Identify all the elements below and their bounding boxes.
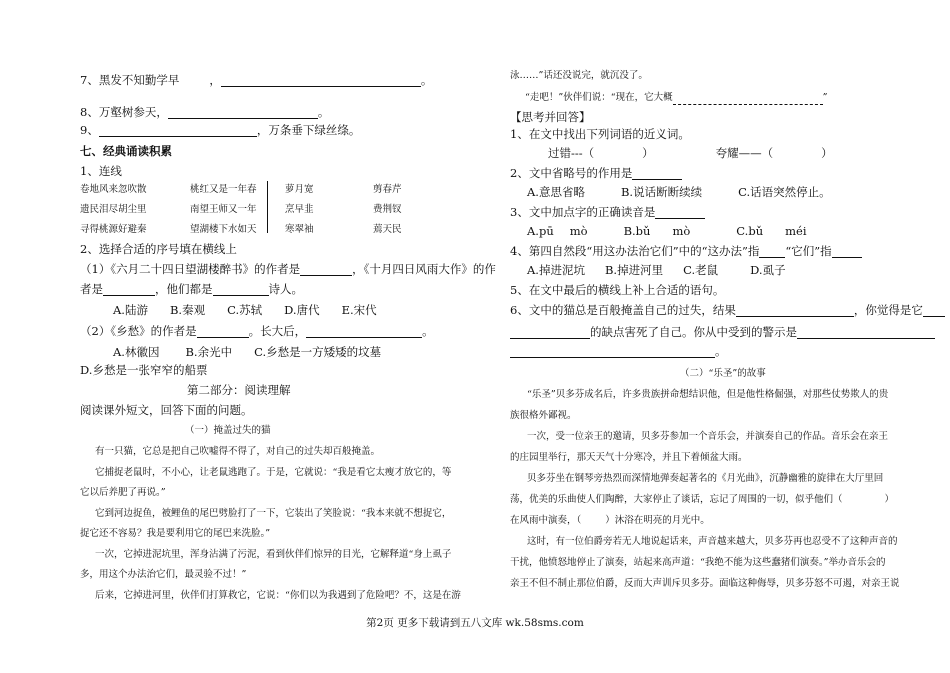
answer-blank[interactable] bbox=[306, 325, 422, 338]
story-1-title: （一）掩盖过失的猫 bbox=[185, 425, 271, 436]
answer-blank[interactable] bbox=[168, 106, 318, 119]
story-1-line: 有一只猫，它总是把自己吹嘘得不得了，对自己的过失却百般掩盖。 bbox=[95, 446, 381, 457]
choose-title: 2、选择合适的序号填在横线上 bbox=[80, 242, 237, 256]
question-r6-end: 。 bbox=[510, 344, 727, 358]
story-1-line: 一次，它掉进泥坑里，浑身沾满了污泥，看到伙伴们惊异的目光，它解释道“身上虱子 bbox=[95, 549, 452, 560]
poem-column-b bbox=[190, 183, 257, 236]
page-footer: 第2页 更多下载请到五八文库 wk.58sms.com bbox=[366, 617, 584, 629]
poem-line[interactable]: 遗民泪尽胡尘里 bbox=[80, 204, 147, 215]
r2-options: A.意思省略 B.说话断断续续 C.话语突然停止。 bbox=[527, 185, 831, 199]
reading-intro: 阅读课外短文，回答下面的问题。 bbox=[80, 403, 253, 417]
story-1-line: 它以后养肥了再说。” bbox=[80, 487, 166, 498]
question-r3: 3、文中加点字的正确读音是 bbox=[510, 205, 705, 219]
poem-line[interactable]: 寻得桃源好避秦 bbox=[80, 224, 147, 235]
poem-line[interactable]: 烹早韭 bbox=[285, 204, 314, 215]
question-2-1-cont: 者是 ，他们都是 诗人。 bbox=[80, 282, 303, 296]
poem-line[interactable]: 桃红又是一年春 bbox=[190, 184, 257, 195]
r4-options: A.掉进泥坑 B.掉进河里 C.老鼠 D.虱子 bbox=[527, 263, 786, 277]
story-2-line: 的庄园里举行，那天天气十分寒冷，并且下着倾盆大雨。 bbox=[510, 452, 748, 463]
question-r1: 1、在文中找出下列词语的近义词。 bbox=[510, 127, 690, 141]
answer-blank[interactable] bbox=[759, 245, 785, 258]
question-7: 7、黑发不知勤学早 ， 。 bbox=[80, 73, 433, 87]
options-1: A.陆游 B.秦观 C.苏轼 D.唐代 E.宋代 bbox=[113, 303, 377, 317]
part-2-heading: 第二部分：阅读理解 bbox=[187, 383, 291, 397]
question-2-1: （1）《六月二十四日望湖楼醉书》的作者是 ，《十月四日风雨大作》的作 bbox=[80, 262, 496, 276]
story-1-line: 它捕捉老鼠时，不小心，让老鼠逃跑了。于是，它就说：“我是看它太瘦才放它的，等 bbox=[95, 467, 452, 478]
question-2-2: （2）《乡愁》的作者是 。长大后， 。 bbox=[80, 324, 434, 338]
story-1-line: 多，用这个办法治它们，最灵验不过！” bbox=[80, 569, 247, 580]
question-r2: 2、文中省略号的作用是 bbox=[510, 166, 682, 180]
question-r6-cont: 的缺点害死了自己。你从中受到的警示是 bbox=[510, 325, 935, 339]
story-2-line: “乐圣”贝多芬成名后，许多贵族拼命想结识他，但是他性格倔强，对那些仗势欺人的贵 bbox=[527, 389, 889, 400]
poem-column-a bbox=[80, 183, 147, 236]
divider bbox=[267, 181, 268, 233]
story-2-line: 这时，有一位伯爵旁若无人地说起话来，声音越来越大，贝多芬再也忍受不了这种声音的 bbox=[527, 536, 898, 547]
story-2-line: 族很格外鄙视。 bbox=[510, 410, 577, 421]
story-1-end-line: “走吧！”伙伴们说：“现在，它大概 ” bbox=[525, 92, 828, 103]
question-8: 8、万壑树参天， 。 bbox=[80, 105, 330, 119]
poem-column-d bbox=[373, 183, 402, 236]
poem-column-c bbox=[285, 183, 314, 236]
think-heading: 【思考并回答】 bbox=[510, 110, 591, 124]
option-d: D.乡愁是一张窄窄的船票 bbox=[80, 363, 208, 377]
story-2-line: 荡，优美的乐曲使人们陶醉，大家停止了谈话，忘记了周围的一切，似乎他们（ ） bbox=[510, 494, 895, 505]
story-2-line: 干扰，他愤怒地停止了演奏，站起来高声道：“我绝不能为这些蠢猪们演奏。”举办音乐会的 bbox=[510, 557, 886, 568]
question-r5: 5、在文中最后的横线上补上合适的语句。 bbox=[510, 283, 725, 297]
answer-blank[interactable] bbox=[797, 326, 935, 339]
question-r6: 6、文中的猫总是百般掩盖自己的过失，结果 ，你觉得是它 bbox=[510, 303, 945, 317]
answer-blank[interactable] bbox=[510, 345, 715, 358]
answer-blank[interactable] bbox=[655, 206, 705, 219]
answer-blank[interactable] bbox=[736, 304, 854, 317]
answer-blank[interactable] bbox=[510, 326, 590, 339]
poem-line[interactable]: 剪春芹 bbox=[373, 184, 402, 195]
story-2-line: 亲王不但不制止那位伯爵，反而大声训斥贝多芬。面临这种侮辱，贝多芬怒不可遏，对亲王说 bbox=[510, 578, 900, 589]
poem-line[interactable]: 费荆钗 bbox=[373, 204, 402, 215]
answer-blank[interactable] bbox=[99, 124, 257, 137]
r3-options: A.pū mò B.bǔ mò C.bǔ méi bbox=[527, 224, 807, 238]
answer-blank[interactable] bbox=[632, 167, 682, 180]
story-1-line: 捉它还不容易？我是要利用它的尾巴来洗脸。” bbox=[80, 528, 271, 539]
answer-blank[interactable] bbox=[832, 245, 862, 258]
answer-blank[interactable] bbox=[300, 263, 352, 276]
synonym-row: 过错---（ ） 夸耀——（ ） bbox=[548, 146, 833, 160]
section-heading: 七、经典诵读积累 bbox=[80, 144, 172, 158]
poem-line[interactable]: 卷地风来忽吹散 bbox=[80, 184, 147, 195]
poem-line[interactable]: 南望王师又一年 bbox=[190, 204, 257, 215]
answer-blank[interactable] bbox=[103, 283, 155, 296]
answer-blank[interactable] bbox=[213, 283, 269, 296]
story-1-line: 它到河边捉鱼，被鲤鱼的尾巴劈脸打了一下，它装出了笑脸说：“我本来就不想捉它， bbox=[95, 508, 452, 519]
answer-blank[interactable] bbox=[673, 92, 823, 105]
question-r4: 4、第四自然段“用这办法治它们”中的“这办法”指 “它们”指 bbox=[510, 244, 862, 258]
answer-blank[interactable] bbox=[197, 325, 249, 338]
poem-line[interactable]: 望湖楼下水如天 bbox=[190, 224, 257, 235]
link-title: 1、连线 bbox=[80, 164, 122, 178]
story-2-line: 一次，受一位亲王的邀请，贝多芬参加一个音乐会，并演奏自己的作品。音乐会在亲王 bbox=[527, 431, 889, 442]
question-9: 9、 ，万条垂下绿丝绦。 bbox=[80, 123, 361, 137]
story-1-line: 后来，它掉进河里，伙伴们打算救它，它说：“你们以为我遇到了危险吧？不，这是在游 bbox=[95, 590, 461, 601]
answer-blank[interactable] bbox=[923, 304, 945, 317]
story-2-title: （二）“乐圣”的故事 bbox=[680, 368, 766, 379]
story-2-line: 在风雨中演奏，（ ）沐浴在明亮的月光中。 bbox=[510, 515, 710, 526]
answer-blank[interactable] bbox=[221, 74, 421, 87]
story-2-line: 贝多芬坐在钢琴旁热烈而深情地弹奏起著名的《月光曲》，沉静幽雅的旋律在大厅里回 bbox=[527, 473, 884, 484]
poem-line[interactable]: 萝月宽 bbox=[285, 184, 314, 195]
options-2: A.林徽因 B.余光中 C.乡愁是一方矮矮的坟墓 bbox=[113, 345, 382, 359]
poem-line[interactable]: 蔫天民 bbox=[373, 224, 402, 235]
poem-line[interactable]: 寒翠袖 bbox=[285, 224, 314, 235]
story-1-end: 泳……”话还没说完，就沉没了。 bbox=[510, 70, 648, 81]
